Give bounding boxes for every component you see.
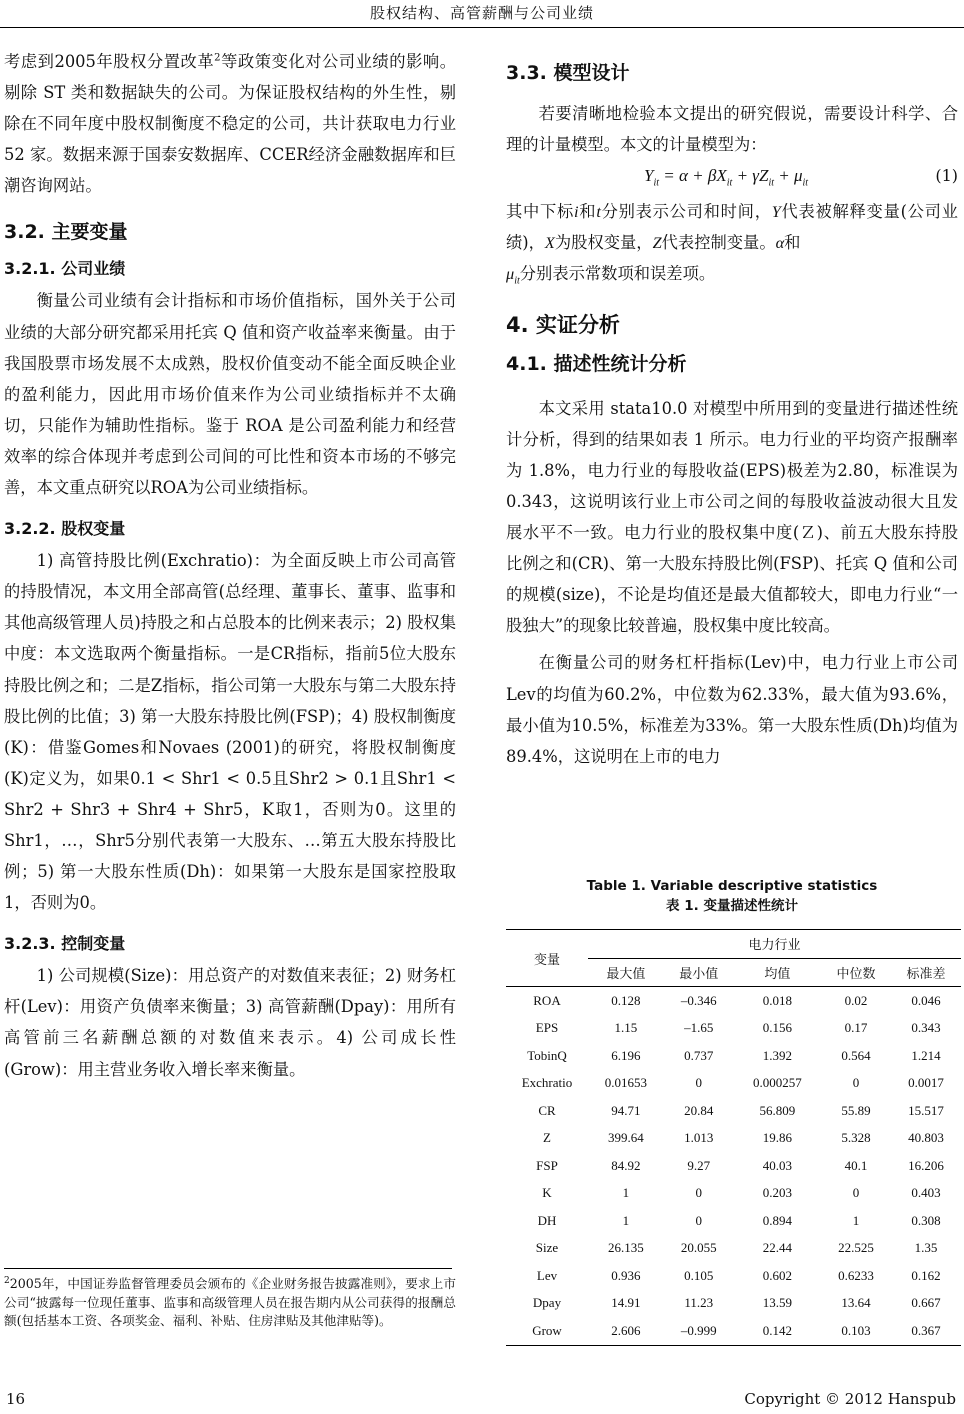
intro-paragraph [4, 46, 456, 201]
table-cell: 0 [695, 1075, 702, 1091]
footnote-mark: 2 [4, 1276, 10, 1286]
table-cell: 13.64 [841, 1295, 871, 1311]
table-cell: 2.606 [588, 1317, 664, 1345]
table-row [506, 1317, 961, 1345]
table-cell: 0.367 [891, 1317, 961, 1345]
table-cell: 9.27 [687, 1157, 711, 1173]
table-cell: 0.203 [762, 1185, 792, 1201]
paragraph-equity: 1) 高管持股比例(Exchratio)：为全面反映上市公司高管的持股情况，本文用全部高管(总经理、董事长、董事、监事和其他高级管理人员)持股之和占总股本的比例来表示；2) 股权集中度：本文选取两个衡量指标。一是CR指标，指前5位大股东持股比例之和；二是Z指标，指公司第一大股东与第二大股东持股比例的比值；3) 第一大股东持股比例(FSP)；4) 股权制衡度(K)：借鉴Gomes和Novaes (2001)的研究，将股权制衡度(K)定义为，如果0.1 < Shr1 < 0.5且Shr2 > 0.1且Shr1 < Shr2 + Shr3 + Shr4 + Shr5，K取1，否则为0。这里的Shr1，…，Shr5分别代表第一大股东、…第五大股东持股比例；5) 第一大股东性质(Dh)：如果第一大股东是国家控股取1，否则为0。 [4, 551, 456, 913]
column-group-header: 电力行业 [588, 930, 961, 959]
row-label: Lev [536, 1267, 558, 1283]
table-row [506, 1262, 961, 1290]
equation-body: $Y_{it} = \alpha + \beta X_{it} + \gamma Z_{it} + \mu_{it}$ [644, 166, 809, 189]
table-row [506, 1097, 961, 1125]
table-cell: 15.517 [908, 1102, 944, 1118]
table-cell: 20.84 [684, 1102, 714, 1118]
section-heading-4-1: 4.1. 描述性统计分析 [506, 352, 687, 375]
page-number: 16 [6, 1390, 26, 1408]
table-cell: 0.17 [844, 1020, 868, 1036]
row-label: EPS [535, 1020, 559, 1036]
table-cell: 0.103 [821, 1317, 891, 1345]
table-row [506, 1235, 961, 1263]
table-cell: 0.6233 [838, 1267, 874, 1283]
table-row [506, 1290, 961, 1318]
equation-1 [506, 164, 958, 196]
intro-text: 考虑到2005年股权分置改革 [4, 52, 215, 71]
paragraph-model-description: 其中下标i和t分别表示公司和时间，Y代表被解释变量(公司业绩)，X为股权变量，Z代表控制变量。α和 $\mu_{it}$分别表示常数项和误差项。 [506, 202, 958, 287]
table-cell: 0.162 [911, 1267, 941, 1283]
table-cell: 0.156 [762, 1020, 792, 1036]
table-cell: 5.328 [841, 1130, 871, 1146]
table-row [506, 1125, 961, 1153]
row-label: FSP [536, 1157, 558, 1173]
table-cell: 19.86 [762, 1130, 792, 1146]
table-cell: 84.92 [611, 1157, 641, 1173]
header-rule [0, 27, 964, 28]
table-cell: 0 [695, 1185, 702, 1201]
table-cell: 0.737 [684, 1047, 714, 1063]
table-cell: 20.055 [680, 1240, 717, 1256]
paragraph-performance: 衡量公司业绩有会计指标和市场价值指标，国外关于公司业绩的大部分研究都采用托宾 Q 值和资产收益率来衡量。由于我国股票市场发展不太成熟，股权价值变动不能全面反映企业的盈利能力，因此用市场价值来作为公司业绩指标并不太确切，只能作为辅助性指标。鉴于 ROA 是公司盈利能力和经营效率的综合体现并考虑到公司间的可比性和资本市场的不够完善，本文重点研究以ROA为公司业绩指标。 [4, 291, 456, 498]
table-cell: 26.135 [607, 1240, 644, 1256]
section-heading-3-2: 3.2. 主要变量 [4, 221, 128, 244]
table-cell: –0.346 [680, 992, 717, 1008]
table-cell: –1.65 [684, 1020, 714, 1036]
alpha-symbol: α [775, 233, 785, 253]
table-cell: 1 [852, 1212, 860, 1228]
table-cell: 22.44 [762, 1240, 792, 1256]
footnote-rule [4, 1268, 452, 1269]
section-heading-4: 4. 实证分析 [506, 312, 620, 337]
table-cell: 0.0017 [908, 1075, 944, 1091]
table-cell: 0.403 [911, 1185, 941, 1201]
table-caption-zh: 表 1. 变量描述性统计 [666, 898, 798, 914]
equation-number: (1) [935, 166, 958, 186]
table-cell: 0.564 [841, 1047, 871, 1063]
table-row [506, 1152, 961, 1180]
table-cell: –0.999 [664, 1317, 734, 1345]
paragraph-control: 1) 公司规模(Size)：用总资产的对数值来表征；2) 财务杠杆(Lev)：用资产负债率来衡量；3) 高管薪酬(Dpay)：用所有高管前三名薪酬总额的对数值来表示。4) 公司成长性(Grow)：用主营业务收入增长率来衡量。 [4, 966, 456, 1079]
table-cell: 0.02 [844, 992, 868, 1008]
table-cell: 13.59 [762, 1295, 792, 1311]
column-header: 标准差 [906, 965, 946, 981]
row-label: TobinQ [527, 1047, 567, 1063]
table-row [506, 1015, 961, 1043]
table-cell: 0.000257 [752, 1075, 802, 1091]
row-label: Exchratio [521, 1075, 573, 1091]
table-cell: 40.03 [762, 1157, 792, 1173]
table-cell: 6.196 [611, 1047, 641, 1063]
table-cell: 0.046 [911, 992, 941, 1008]
table-caption [506, 876, 958, 916]
paragraph-descriptive-1: 本文采用 stata10.0 对模型中所用到的变量进行描述性统计分析，得到的结果如表 1 所示。电力行业的平均资产报酬率为 1.8%，电力行业的每股收益(EPS)极差为2.80，标准误为0.343，这说明该行业上市公司之间的每股收益波动很大且发展水平不一致。电力行业的股权集中度(Ｚ)、前五大股东持股比例之和(CR)、第一大股东持股比例(FSP)、托宾 Q 值和公司的规模(size)，不论是均值还是最大值都较大，即电力行业“一股独大”的现象比较普遍，股权集中度比较高。 [506, 398, 958, 636]
column-header-variable: 变量 [506, 930, 588, 987]
table-cell: 0.343 [911, 1020, 941, 1036]
table-cell: 11.23 [684, 1295, 714, 1311]
right-column [506, 46, 958, 772]
table-cell: 1.013 [684, 1130, 714, 1146]
table-cell: 1.392 [762, 1047, 792, 1063]
paragraph-descriptive-2: 在衡量公司的财务杠杆指标(Lev)中，电力行业上市公司Lev的均值为60.2%，中位数为62.33%，最大值为93.6%，最小值为10.5%，标准差为33%。第一大股东性质(Dh)均值为 89.4%，这说明在上市的电力 [506, 653, 958, 766]
table-caption-en: Table 1. Variable descriptive statistics [586, 878, 878, 894]
row-label: Dpay [532, 1295, 562, 1311]
section-heading-3-2-3: 3.2.3. 控制变量 [4, 934, 126, 954]
row-label: Z [543, 1130, 551, 1146]
table-cell: 55.89 [841, 1102, 871, 1118]
row-label: CR [538, 1102, 556, 1118]
table-cell: 0.128 [611, 992, 641, 1008]
table-cell: 0.105 [684, 1267, 714, 1283]
mu-symbol: $\mu_{it}$ [506, 264, 520, 287]
left-column [4, 46, 456, 1085]
intro-text-rest: 等政策变化对公司业绩的影响。剔除 ST 类和数据缺失的公司。为保证股权结构的外生性，剔除在不同年度中股权制衡度不稳定的公司，共计获取电力行业 52 家。数据来源于国泰安数据库、CCER经济金融数据库和巨潮咨询网站。 [4, 52, 456, 196]
table-cell: 40.803 [908, 1130, 944, 1146]
copyright: Copyright © 2012 Hanspub [744, 1390, 956, 1408]
column-header: 均值 [764, 965, 791, 981]
table-cell: 40.1 [844, 1157, 868, 1173]
table-cell: 1.35 [914, 1240, 938, 1256]
table-body [506, 987, 961, 1346]
row-label: DH [537, 1212, 557, 1228]
table-cell: 0 [852, 1075, 860, 1091]
footnote [4, 1272, 456, 1330]
table-cell: 94.71 [611, 1102, 641, 1118]
descriptive-stats-table [506, 929, 961, 1346]
table-cell: 0.142 [734, 1317, 821, 1345]
table-cell: 0.936 [611, 1267, 641, 1283]
table-cell: 0.018 [762, 992, 792, 1008]
row-label: Size [535, 1240, 559, 1256]
table-cell: 1 [622, 1185, 630, 1201]
table-cell: 0.894 [762, 1212, 792, 1228]
table-cell: 0.01653 [604, 1075, 647, 1091]
table-cell: 399.64 [607, 1130, 644, 1146]
table-row [506, 1042, 961, 1070]
row-label: ROA [533, 992, 561, 1008]
table-cell: 1 [622, 1212, 630, 1228]
section-heading-3-2-2: 3.2.2. 股权变量 [4, 519, 126, 539]
table-cell: 56.809 [759, 1102, 796, 1118]
table-cell: 14.91 [611, 1295, 641, 1311]
table-cell: 0.602 [762, 1267, 792, 1283]
table-cell: 0.667 [911, 1295, 941, 1311]
table-row [506, 1207, 961, 1235]
table-cell: 16.206 [908, 1157, 944, 1173]
column-header: 最小值 [679, 965, 719, 981]
table-cell: 0 [695, 1212, 702, 1228]
table-cell: 1.15 [614, 1020, 638, 1036]
column-header: 最大值 [606, 965, 646, 981]
footnote-text: 2005年，中国证券监督管理委员会颁布的《企业财务报告披露准则》，要求上市公司“披露每一位现任董事、监事和高级管理人员在报告期内从公司获得的报酬总额(包括基本工资、各项奖金、福利、补贴、住房津贴及其他津贴等)。 [4, 1276, 456, 1328]
running-header: 股权结构、高管薪酬与公司业绩 [369, 4, 594, 22]
table-row [506, 1180, 961, 1208]
table-header-row-group [506, 930, 961, 959]
section-heading-3-2-1: 3.2.1. 公司业绩 [4, 259, 126, 279]
table-row [506, 1070, 961, 1098]
column-header: 中位数 [836, 965, 876, 981]
section-heading-3-3: 3.3. 模型设计 [506, 62, 630, 84]
footnote-ref[interactable]: 2 [214, 52, 221, 64]
row-label: K [542, 1185, 552, 1201]
table-cell: 0.308 [911, 1212, 941, 1228]
row-label: Grow [506, 1317, 588, 1345]
table-row [506, 987, 961, 1015]
paragraph-model: 若要清晰地检验本文提出的研究假说，需要设计科学、合理的计量模型。本文的计量模型为： [506, 104, 958, 155]
table-cell: 0 [852, 1185, 860, 1201]
table-cell: 1.214 [911, 1047, 941, 1063]
table-cell: 22.525 [838, 1240, 874, 1256]
